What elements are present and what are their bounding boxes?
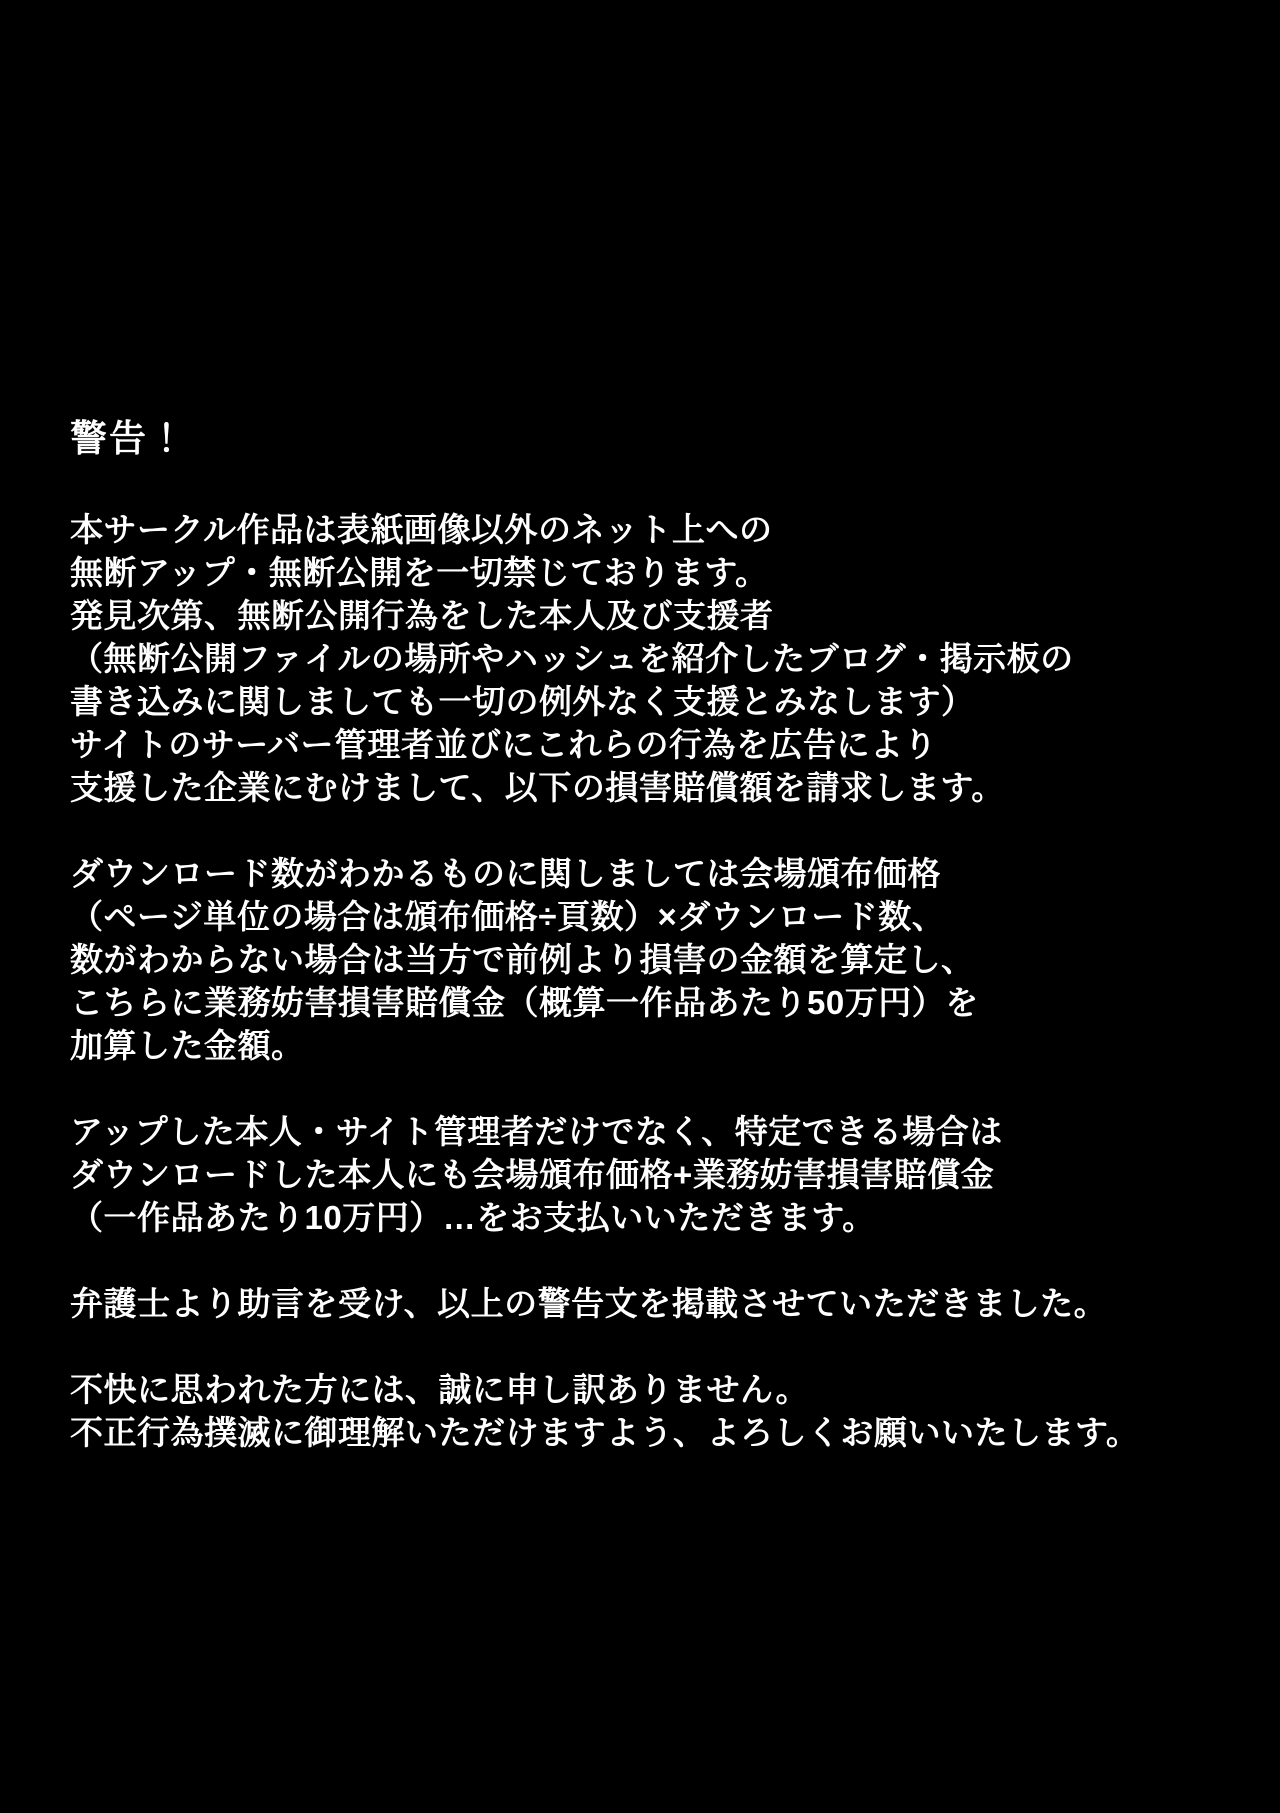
paragraph-apology	[70, 1368, 1210, 1454]
paragraph-damages-calculation	[70, 852, 1210, 1067]
paragraph-downloader-liability	[70, 1110, 1210, 1239]
text-line: 本サークル作品は表紙画像以外のネット上への	[70, 511, 773, 548]
text-line: （一作品あたり10万円）…をお支払いいただきます。	[70, 1199, 876, 1236]
text-line: （無断公開ファイルの場所やハッシュを紹介したブログ・掲示板の	[70, 640, 1074, 677]
text-line: サイトのサーバー管理者並びにこれらの行為を広告により	[70, 726, 938, 763]
paragraph-upload-ban	[70, 508, 1210, 809]
warning-notice	[70, 415, 1210, 1497]
text-line: 書き込みに関しましても一切の例外なく支援とみなします）	[70, 683, 975, 720]
text-line: 無断アップ・無断公開を一切禁じております。	[70, 554, 769, 591]
text-line: 不正行為撲滅に御理解いただけますよう、よろしくお願いいたします。	[70, 1414, 1140, 1451]
text-line: 数がわからない場合は当方で前例より損害の金額を算定し、	[70, 941, 975, 978]
text-line: 支援した企業にむけまして、以下の損害賠償額を請求します。	[70, 769, 1005, 806]
paragraph-lawyer-note	[70, 1282, 1210, 1325]
text-line: アップした本人・サイト管理者だけでなく、特定できる場合は	[70, 1113, 1003, 1150]
text-line: ダウンロードした本人にも会場頒布価格+業務妨害損害賠償金	[70, 1156, 995, 1193]
text-line: 加算した金額。	[70, 1027, 305, 1064]
text-line: ダウンロード数がわかるものに関しましては会場頒布価格	[70, 855, 941, 892]
text-line: 不快に思われた方には、誠に申し訳ありません。	[70, 1371, 809, 1408]
text-line: 発見次第、無断公開行為をした本人及び支援者	[70, 597, 774, 634]
warning-heading: 警告！	[70, 418, 187, 459]
text-line: （ページ単位の場合は頒布価格÷頁数）×ダウンロード数、	[70, 898, 946, 935]
text-line: こちらに業務妨害損害賠償金（概算一作品あたり50万円）を	[70, 984, 979, 1021]
text-line: 弁護士より助言を受け、以上の警告文を掲載させていただきました。	[70, 1285, 1108, 1322]
